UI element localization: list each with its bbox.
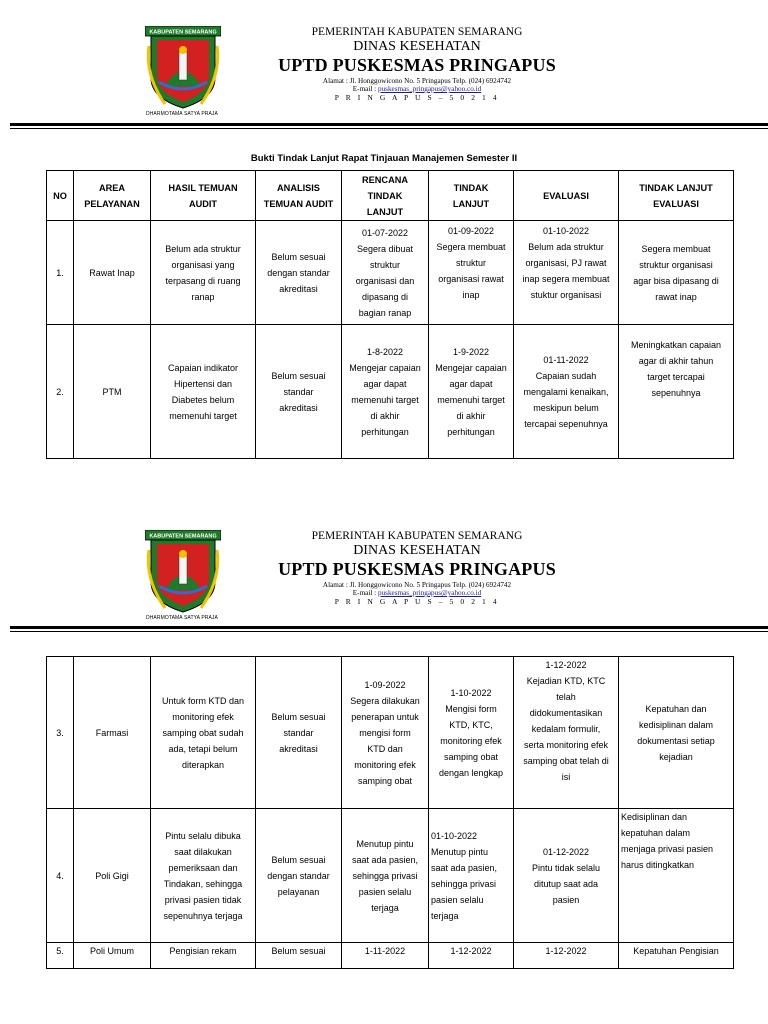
cell-no: 2.	[47, 325, 74, 459]
table-row	[47, 809, 734, 943]
cell-no: 4.	[47, 809, 74, 943]
logo-banner-text: KABUPATEN SEMARANG	[149, 29, 217, 36]
table-row	[47, 221, 734, 325]
government-name: PEMERINTAH KABUPATEN SEMARANG	[311, 26, 523, 38]
office-name: DINAS KESEHATAN	[353, 543, 481, 558]
cell-analisis: Belum sesuai dengan standar pelayanan	[256, 809, 342, 943]
cell-tindak-lanjut-evaluasi: Meningkatkan capaian agar di akhir tahun target tercapai sepenuhnya	[619, 325, 734, 459]
header-tindak-lanjut: TINDAK LANJUT	[429, 171, 514, 221]
office-name: DINAS KESEHATAN	[353, 39, 481, 54]
letterhead-text	[230, 26, 604, 102]
cell-analisis: Belum sesuai standar akreditasi	[256, 325, 342, 459]
cell-evaluasi: 1-12-2022	[514, 943, 619, 969]
table-row	[47, 325, 734, 459]
logo-banner-text: KABUPATEN SEMARANG	[149, 533, 217, 540]
cell-tindak-lanjut-evaluasi: Segera membuat struktur organisasi agar bisa dipasang di rawat inap	[619, 221, 734, 325]
cell-evaluasi: 01-12-2022 Pintu tidak selalu ditutup saat ada pasien	[514, 809, 619, 943]
cell-tindak: 01-09-2022 Segera membuat struktur organisasi rawat inap	[429, 221, 514, 325]
cell-hasil: Pengisian rekam	[151, 943, 256, 969]
cell-evaluasi: 01-11-2022 Capaian sudah mengalami kenaikan, meskipun belum tercapai sepenuhnya	[514, 325, 619, 459]
email-line	[230, 589, 604, 597]
header-area: AREA PELAYANAN	[74, 171, 151, 221]
regency-emblem-logo	[145, 530, 221, 614]
email-link[interactable]: puskesmas_pringapus@yahoo.co.id	[377, 85, 482, 93]
audit-table-page-1	[46, 170, 734, 459]
address-line: Alamat : Jl. Honggowicono No. 5 Pringapus Telp. (024) 6924742	[322, 581, 512, 589]
letterhead	[0, 530, 768, 630]
cell-analisis: Belum sesuai dengan standar akreditasi	[256, 221, 342, 325]
cell-hasil: Untuk form KTD dan monitoring efek samping obat sudah ada, tetapi belum diterapkan	[151, 657, 256, 809]
cell-rencana: 01-07-2022 Segera dibuat struktur organisasi dan dipasang di bagian ranap	[342, 221, 429, 325]
institution-name: UPTD PUSKESMAS PRINGAPUS	[278, 559, 556, 579]
header-analisis: ANALISIS TEMUAN AUDIT	[256, 171, 342, 221]
institution-name: UPTD PUSKESMAS PRINGAPUS	[278, 55, 556, 75]
header-evaluasi: EVALUASI	[514, 171, 619, 221]
header-tindak-lanjut-evaluasi: TINDAK LANJUT EVALUASI	[619, 171, 734, 221]
cell-area: Rawat Inap	[74, 221, 151, 325]
cell-area: Poli Umum	[74, 943, 151, 969]
audit-table-page-2	[46, 656, 734, 969]
header-rencana: RENCANA TINDAK LANJUT	[342, 171, 429, 221]
cell-tindak: 1-10-2022 Mengisi form KTD, KTC, monitoring efek samping obat dengan lengkap	[429, 657, 514, 809]
letterhead-divider-thick	[10, 123, 768, 126]
cell-area: Farmasi	[74, 657, 151, 809]
header-hasil-temuan: HASIL TEMUAN AUDIT	[151, 171, 256, 221]
header-no: NO	[47, 171, 74, 221]
table-header-row	[47, 171, 734, 221]
table-row	[47, 943, 734, 969]
regency-emblem-logo	[145, 26, 221, 110]
logo-caption: DHARMOTAMA SATYA PRAJA	[146, 111, 218, 117]
cell-analisis: Belum sesuai	[256, 943, 342, 969]
cell-no: 3.	[47, 657, 74, 809]
cell-tindak: 1-12-2022	[429, 943, 514, 969]
postal-line: P R I N G A P U S – 5 0 2 1 4	[334, 93, 500, 102]
cell-rencana: 1-09-2022 Segera dilakukan penerapan untuk mengisi form KTD dan monitoring efek samping obat	[342, 657, 429, 809]
cell-evaluasi: 01-10-2022 Belum ada struktur organisasi, PJ rawat inap segera membuat stuktur organisasi	[514, 221, 619, 325]
cell-hasil: Pintu selalu dibuka saat dilakukan pemeriksaan dan Tindakan, sehingga privasi pasien tidak sepenuhnya terjaga	[151, 809, 256, 943]
cell-area: Poli Gigi	[74, 809, 151, 943]
email-label: E-mail :	[352, 85, 378, 93]
letterhead-divider-thin	[10, 128, 768, 129]
letterhead-text	[230, 530, 604, 606]
table-row	[47, 657, 734, 809]
cell-tindak-lanjut-evaluasi: Kedisiplinan dan kepatuhan dalam menjaga privasi pasien harus ditingkatkan	[619, 809, 734, 943]
letterhead-divider-thick	[10, 626, 768, 629]
letterhead-divider-thin	[10, 631, 768, 632]
cell-area: PTM	[74, 325, 151, 459]
cell-tindak: 1-9-2022 Mengejar capaian agar dapat memenuhi target di akhir perhitungan	[429, 325, 514, 459]
cell-rencana: Menutup pintu saat ada pasien, sehingga privasi pasien selalu terjaga	[342, 809, 429, 943]
cell-hasil: Capaian indikator Hipertensi dan Diabetes belum memenuhi target	[151, 325, 256, 459]
cell-no: 1.	[47, 221, 74, 325]
email-link[interactable]: puskesmas_pringapus@yahoo.co.id	[377, 589, 482, 597]
government-name: PEMERINTAH KABUPATEN SEMARANG	[311, 530, 523, 542]
cell-no: 5.	[47, 943, 74, 969]
cell-analisis: Belum sesuai standar akreditasi	[256, 657, 342, 809]
cell-tindak: 01-10-2022 Menutup pintu saat ada pasien, sehingga privasi pasien selalu terjaga	[429, 809, 514, 943]
cell-rencana: 1-8-2022 Mengejar capaian agar dapat memenuhi target di akhir perhitungan	[342, 325, 429, 459]
letterhead	[0, 26, 768, 126]
document-title: Bukti Tindak Lanjut Rapat Tinjauan Manajemen Semester II	[250, 153, 518, 164]
email-label: E-mail :	[352, 589, 378, 597]
cell-tindak-lanjut-evaluasi: Kepatuhan dan kedisiplinan dalam dokumentasi setiap kejadian	[619, 657, 734, 809]
cell-tindak-lanjut-evaluasi: Kepatuhan Pengisian	[619, 943, 734, 969]
cell-evaluasi: 1-12-2022 Kejadian KTD, KTC telah didokumentasikan kedalam formulir, serta monitoring efek samping obat telah di isi	[514, 657, 619, 809]
cell-rencana: 1-11-2022	[342, 943, 429, 969]
logo-caption: DHARMOTAMA SATYA PRAJA	[146, 615, 218, 621]
email-line	[230, 85, 604, 93]
postal-line: P R I N G A P U S – 5 0 2 1 4	[334, 597, 500, 606]
address-line: Alamat : Jl. Honggowicono No. 5 Pringapus Telp. (024) 6924742	[322, 77, 512, 85]
cell-hasil: Belum ada struktur organisasi yang terpasang di ruang ranap	[151, 221, 256, 325]
